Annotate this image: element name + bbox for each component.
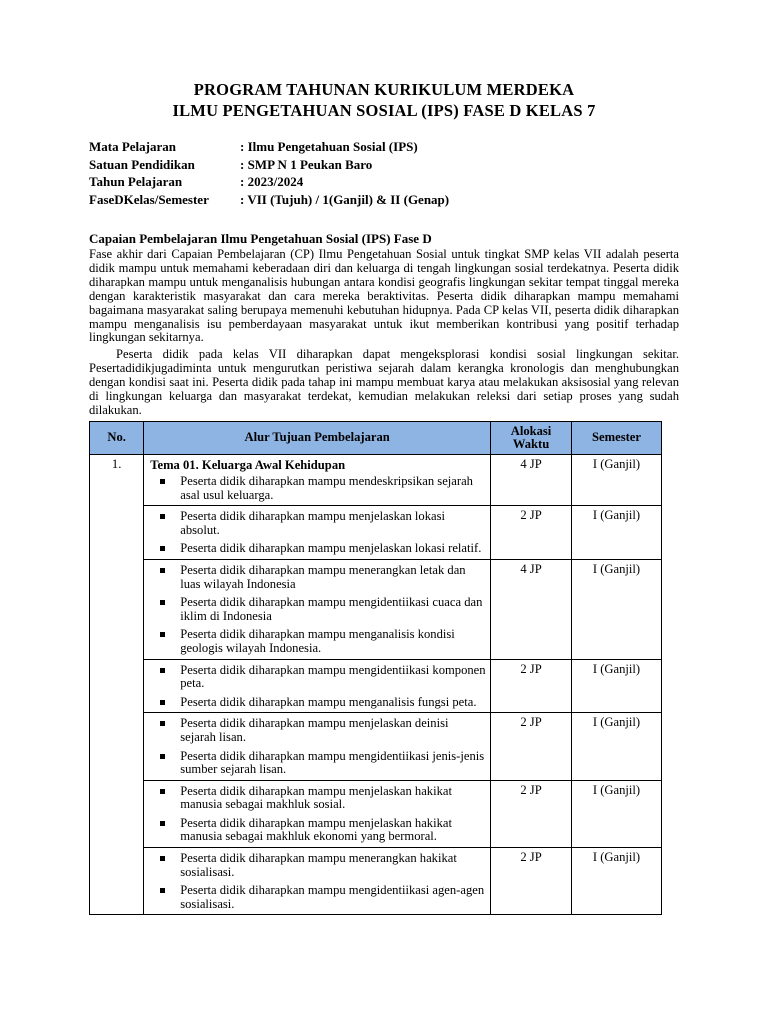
header-semester: Semester — [572, 422, 662, 455]
list-item — [150, 475, 486, 502]
header-alokasi-line1: Alokasi — [510, 423, 552, 438]
row-number: 1. — [90, 455, 144, 915]
alokasi-cell: 2 JP — [491, 713, 572, 780]
list-item — [150, 564, 486, 591]
alokasi-cell: 2 JP — [491, 659, 572, 713]
bullet-icon — [160, 721, 165, 726]
alokasi-cell: 4 JP — [491, 559, 572, 659]
table-header-row — [90, 422, 662, 455]
alokasi-cell: 4 JP — [491, 455, 572, 506]
document-title-line2: ILMU PENGETAHUAN SOSIAL (IPS) FASE D KELAS 7 — [172, 101, 596, 120]
list-item — [150, 664, 486, 691]
bullet-icon — [160, 700, 165, 705]
meta-row — [89, 157, 449, 175]
meta-value: : VII (Tujuh) / 1(Ganjil) & II (Genap) — [240, 191, 450, 207]
list-item — [150, 785, 486, 812]
table-row — [90, 848, 662, 915]
header-alokasi — [491, 422, 572, 455]
theme-title: Tema 01. Keluarga Awal Kehidupan — [150, 458, 346, 472]
objective-text: Peserta didik diharapkan mampu mengidentiikasi jenis-jenis sumber sejarah lisan. — [180, 748, 485, 777]
objective-text: Peserta didik diharapkan mampu menganalisis fungsi peta. — [180, 694, 477, 709]
objective-text: Peserta didik diharapkan mampu mendeskripsikan sejarah asal usul keluarga. — [180, 474, 473, 502]
list-item — [150, 817, 486, 844]
bullet-icon — [160, 668, 165, 673]
table-row — [90, 455, 662, 506]
semester-cell: I (Ganjil) — [572, 713, 662, 780]
bullet-icon — [160, 514, 165, 519]
meta-key: Mata Pelajaran — [89, 139, 177, 154]
bullet-icon — [160, 754, 165, 759]
alokasi-cell: 2 JP — [491, 506, 572, 560]
header-alokasi-line2: Waktu — [512, 437, 550, 451]
objective-list — [150, 785, 486, 844]
header-alur: Alur Tujuan Pembelajaran — [144, 422, 491, 455]
list-item — [150, 852, 486, 879]
alur-cell — [144, 455, 491, 506]
list-item — [150, 510, 486, 537]
meta-key: Satuan Pendidikan — [89, 156, 195, 172]
bullet-icon — [160, 546, 165, 551]
bullet-icon — [160, 888, 165, 893]
list-item — [150, 750, 486, 777]
objective-text: Peserta didik diharapkan mampu menjelaskan deinisi sejarah lisan. — [180, 716, 449, 744]
meta-value: : 2023/2024 — [240, 174, 304, 189]
objective-text: Peserta didik diharapkan mampu menganalisis kondisi geologis wilayah Indonesia. — [180, 627, 455, 655]
atp-table — [89, 421, 662, 915]
objective-list — [150, 564, 486, 656]
cp-paragraph-2: Peserta didik pada kelas VII diharapkan dapat mengeksplorasi kondisi sosial lingkungan sekitar. Pesertadidikjugadiminta untuk mengurutkan peristiwa sejarah dalam kerangka kronologis dan menghubungkan dengan kondisi saat ini. Peserta didik pada tahap ini mampu membuat karya atau melakukan aksisosial yang relevan di lingkungan keluarga dan masyarakat terdekat, kemudian melakukan releksi dari setiap proses yang sudah dilakukan. — [89, 347, 679, 417]
table-body — [90, 455, 662, 915]
cp-heading: Capaian Pembelajaran Ilmu Pengetahuan Sosial (IPS) Fase D — [89, 231, 432, 246]
semester-cell: I (Ganjil) — [572, 559, 662, 659]
alur-cell — [144, 780, 491, 847]
alokasi-cell: 2 JP — [491, 780, 572, 847]
list-item — [150, 717, 486, 744]
meta-row — [89, 192, 449, 210]
identity-info — [89, 139, 449, 209]
objective-list — [150, 510, 486, 556]
list-item — [150, 542, 486, 556]
list-item — [150, 596, 486, 623]
table-row — [90, 780, 662, 847]
meta-value: : Ilmu Pengetahuan Sosial (IPS) — [240, 139, 418, 154]
bullet-icon — [160, 789, 165, 794]
cp-paragraph-1: Fase akhir dari Capaian Pembelajaran (CP) Ilmu Pengetahuan Sosial untuk tingkat SMP kelas VII adalah peserta didik mampu untuk memahami keberadaan diri dan keluarga di tengah lingkungan sosial terdekatnya. Peserta didik diharapkan mampu untuk menganalisis hubungan antara kondisi geografis lingkungan sekitar tempat tinggal mereka dengan karakteristik masyarakat dan cara mereka beraktivitas. Peserta didik diharapkan mampu memahami bagaimana masyarakat saling berupaya memenuhi kebutuhan hidupnya. Pada CP kelas VII, peserta didik diharapkan mampu menganalisis isu pemberdayaan masyarakat untuk ikut memberikan kontribusi yang positif terhadap lingkungan sekitarnya. — [89, 247, 679, 345]
meta-row — [89, 174, 449, 192]
table-row — [90, 506, 662, 560]
alur-cell — [144, 659, 491, 713]
objective-text: Peserta didik diharapkan mampu menjelaskan lokasi absolut. — [180, 509, 445, 537]
objective-text: Peserta didik diharapkan mampu menjelaskan hakikat manusia sebagai makhluk sosial. — [180, 783, 452, 812]
semester-cell: I (Ganjil) — [572, 659, 662, 713]
objective-list — [150, 475, 486, 502]
alur-cell — [144, 506, 491, 560]
objective-text: Peserta didik diharapkan mampu menerangkan hakikat sosialisasi. — [180, 851, 457, 879]
meta-value: : SMP N 1 Peukan Baro — [240, 156, 373, 172]
bullet-icon — [160, 568, 165, 573]
alur-cell — [144, 559, 491, 659]
meta-key: Tahun Pelajaran — [89, 174, 183, 189]
bullet-icon — [160, 856, 165, 861]
alur-cell — [144, 713, 491, 780]
table-row — [90, 713, 662, 780]
semester-cell: I (Ganjil) — [572, 455, 662, 506]
meta-key: FaseDKelas/Semester — [89, 191, 209, 207]
objective-text: Peserta didik diharapkan mampu mengidentiikasi cuaca dan iklim di Indonesia — [180, 595, 483, 623]
objective-text: Peserta didik diharapkan mampu menjelaskan hakikat manusia sebagai makhluk ekonomi yang bermoral. — [180, 815, 452, 844]
bullet-icon — [160, 600, 165, 605]
objective-list — [150, 664, 486, 710]
alur-cell — [144, 848, 491, 915]
objective-text: Peserta didik diharapkan mampu mengidentiikasi komponen peta. — [180, 662, 486, 691]
header-no: No. — [90, 422, 144, 455]
semester-cell: I (Ganjil) — [572, 848, 662, 915]
semester-cell: I (Ganjil) — [572, 506, 662, 560]
semester-cell: I (Ganjil) — [572, 780, 662, 847]
table-row — [90, 659, 662, 713]
list-item — [150, 628, 486, 655]
objective-list — [150, 717, 486, 776]
objective-text: Peserta didik diharapkan mampu menjelaskan lokasi relatif. — [180, 541, 482, 556]
bullet-icon — [160, 821, 165, 826]
bullet-icon — [160, 479, 165, 484]
objective-list — [150, 852, 486, 911]
list-item — [150, 884, 486, 911]
alokasi-cell: 2 JP — [491, 848, 572, 915]
list-item — [150, 696, 486, 710]
document-title-line1: PROGRAM TAHUNAN KURIKULUM MERDEKA — [193, 80, 575, 99]
meta-row — [89, 139, 449, 157]
objective-text: Peserta didik diharapkan mampu mengidentiikasi agen-agen sosialisasi. — [180, 883, 485, 911]
bullet-icon — [160, 632, 165, 637]
objective-text: Peserta didik diharapkan mampu menerangkan letak dan luas wilayah Indonesia — [180, 562, 466, 591]
table-row — [90, 559, 662, 659]
